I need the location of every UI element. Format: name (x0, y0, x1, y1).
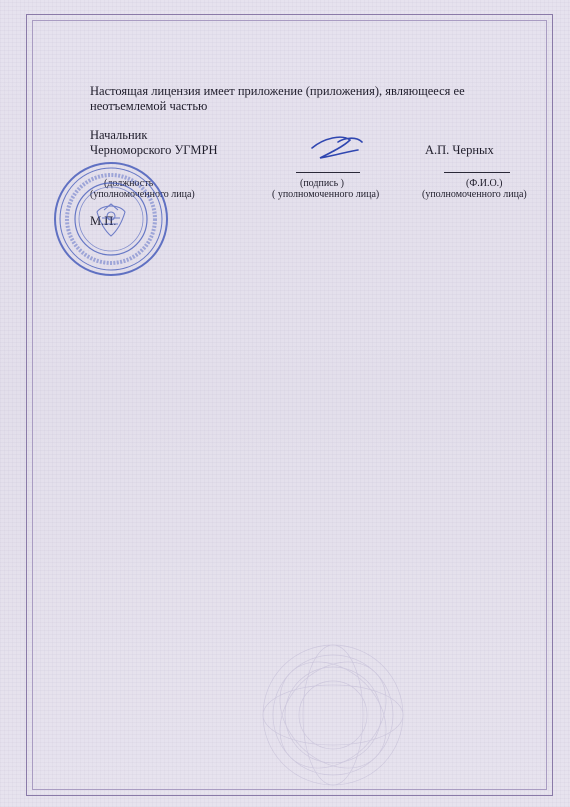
intro-text-line-2: неотъемлемой частью (90, 99, 208, 113)
intro-text-line-1: Настоящая лицензия имеет приложение (приложения), являющееся ее (90, 84, 465, 98)
caption-signature-1: (подпись ) (300, 178, 345, 189)
position-department: Черноморского УГМРН (90, 143, 218, 157)
caption-position-1: (должность (104, 178, 154, 189)
signature-mark (298, 128, 368, 170)
official-name: А.П. Черных (425, 143, 494, 157)
name-underline (444, 172, 510, 173)
caption-position-2: (уполномоченного лица) (90, 189, 195, 200)
caption-name-2: (уполномоченного лица) (422, 189, 527, 200)
caption-name-1: (Ф.И.О.) (466, 178, 503, 189)
signature-underline (296, 172, 360, 173)
official-seal-stamp (52, 160, 170, 278)
seal-place-label: М.П. (90, 214, 117, 228)
position-title: Начальник (90, 128, 148, 142)
caption-signature-2: ( уполномоченного лица) (272, 189, 380, 200)
watermark-rosette (258, 640, 408, 790)
